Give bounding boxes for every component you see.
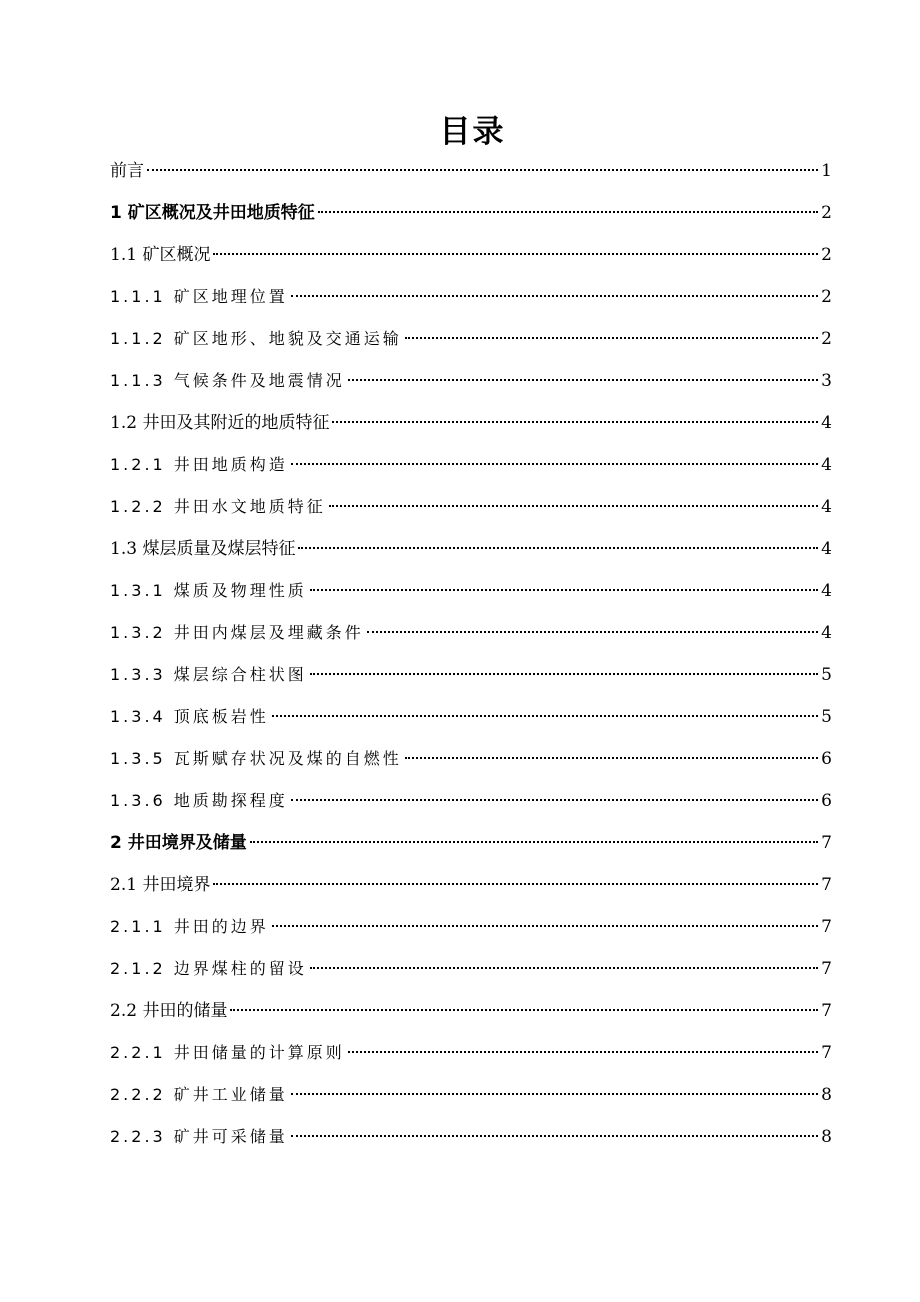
dot-leader: [291, 799, 818, 801]
toc-entry[interactable]: [110, 362, 832, 404]
dot-leader: [147, 169, 818, 171]
toc-entry-text: 1.3 煤层质量及煤层特征: [110, 539, 296, 559]
toc-entry-text: 1 矿区概况及井田地质特征: [110, 203, 315, 223]
dot-leader: [291, 295, 818, 297]
dot-leader: [250, 841, 818, 843]
toc-entry[interactable]: [110, 572, 832, 614]
toc-page-number: 2: [821, 245, 832, 265]
toc-entry-text: 1.1 矿区概况: [110, 245, 211, 265]
toc-entry-text: 1.3.1 煤质及物理性质: [110, 581, 307, 600]
toc-entry[interactable]: [110, 446, 832, 488]
toc-page-number: 7: [821, 875, 832, 895]
toc-entry[interactable]: [110, 236, 832, 278]
toc-entry-text: 1.1.2 矿区地形、地貌及交通运输: [110, 329, 402, 348]
toc-entry[interactable]: [110, 656, 832, 698]
toc-entry[interactable]: [110, 614, 832, 656]
toc-list: [110, 152, 832, 1160]
toc-page-number: 8: [821, 1127, 832, 1147]
toc-entry[interactable]: [110, 152, 832, 194]
toc-page-number: 3: [821, 371, 832, 391]
toc-page-number: 7: [821, 1001, 832, 1021]
toc-page-number: 2: [821, 287, 832, 307]
toc-page-number: 2: [821, 329, 832, 349]
toc-entry[interactable]: [110, 866, 832, 908]
dot-leader: [310, 673, 818, 675]
dot-leader: [272, 715, 818, 717]
dot-leader: [405, 757, 818, 759]
toc-entry[interactable]: [110, 194, 832, 236]
toc-entry[interactable]: [110, 824, 832, 866]
dot-leader: [298, 547, 818, 549]
toc-entry-text: 2.1.2 边界煤柱的留设: [110, 959, 307, 978]
toc-entry[interactable]: [110, 1034, 832, 1076]
toc-entry-text: 1.3.6 地质勘探程度: [110, 791, 288, 810]
dot-leader: [291, 463, 818, 465]
dot-leader: [329, 505, 818, 507]
toc-entry-text: 1.2.2 井田水文地质特征: [110, 497, 326, 516]
toc-entry[interactable]: [110, 1076, 832, 1118]
toc-page-number: 7: [821, 1043, 832, 1063]
toc-entry[interactable]: [110, 698, 832, 740]
toc-entry-text: 前言: [110, 161, 144, 181]
toc-page-number: 8: [821, 1085, 832, 1105]
toc-page-number: 2: [821, 203, 832, 223]
dot-leader: [310, 967, 818, 969]
toc-page-number: 7: [821, 833, 832, 853]
toc-page-number: 7: [821, 917, 832, 937]
toc-entry-text: 1.1.3 气候条件及地震情况: [110, 371, 345, 390]
toc-page-number: 4: [821, 581, 832, 601]
toc-entry[interactable]: [110, 320, 832, 362]
dot-leader: [405, 337, 818, 339]
dot-leader: [291, 1135, 818, 1137]
dot-leader: [291, 1093, 818, 1095]
toc-entry-text: 2.2.1 井田储量的计算原则: [110, 1043, 345, 1062]
toc-entry[interactable]: [110, 740, 832, 782]
dot-leader: [310, 589, 818, 591]
toc-entry[interactable]: [110, 404, 832, 446]
toc-entry-text: 2.1.1 井田的边界: [110, 917, 269, 936]
toc-page-number: 1: [821, 161, 832, 181]
toc-entry-text: 1.2 井田及其附近的地质特征: [110, 413, 330, 433]
toc-entry-text: 2.1 井田境界: [110, 875, 211, 895]
toc-page-number: 7: [821, 959, 832, 979]
dot-leader: [213, 883, 818, 885]
toc-entry[interactable]: [110, 530, 832, 572]
toc-entry-text: 2 井田境界及储量: [110, 833, 247, 853]
toc-page-number: 6: [821, 791, 832, 811]
toc-entry-text: 1.1.1 矿区地理位置: [110, 287, 288, 306]
toc-entry[interactable]: [110, 908, 832, 950]
toc-entry[interactable]: [110, 992, 832, 1034]
dot-leader: [348, 379, 818, 381]
toc-page-number: 4: [821, 539, 832, 559]
toc-page-number: 5: [821, 707, 832, 727]
toc-page-number: 4: [821, 413, 832, 433]
dot-leader: [332, 421, 818, 423]
toc-page-number: 5: [821, 665, 832, 685]
toc-entry[interactable]: [110, 488, 832, 530]
toc-entry-text: 1.3.4 顶底板岩性: [110, 707, 269, 726]
toc-page-number: 6: [821, 749, 832, 769]
toc-entry-text: 2.2.3 矿井可采储量: [110, 1127, 288, 1146]
toc-entry-text: 1.3.5 瓦斯赋存状况及煤的自燃性: [110, 749, 402, 768]
dot-leader: [230, 1009, 818, 1011]
toc-entry[interactable]: [110, 1118, 832, 1160]
toc-entry-text: 2.2.2 矿井工业储量: [110, 1085, 288, 1104]
dot-leader: [213, 253, 818, 255]
dot-leader: [367, 631, 818, 633]
toc-entry-text: 2.2 井田的储量: [110, 1001, 228, 1021]
dot-leader: [272, 925, 818, 927]
dot-leader: [318, 211, 818, 213]
toc-title: 目录: [439, 114, 506, 150]
toc-entry[interactable]: [110, 950, 832, 992]
toc-page-number: 4: [821, 455, 832, 475]
toc-page-number: 4: [821, 497, 832, 517]
toc-page-number: 4: [821, 623, 832, 643]
toc-entry[interactable]: [110, 782, 832, 824]
toc-entry-text: 1.3.2 井田内煤层及埋藏条件: [110, 623, 364, 642]
toc-entry[interactable]: [110, 278, 832, 320]
toc-entry-text: 1.3.3 煤层综合柱状图: [110, 665, 307, 684]
toc-entry-text: 1.2.1 井田地质构造: [110, 455, 288, 474]
dot-leader: [348, 1051, 818, 1053]
